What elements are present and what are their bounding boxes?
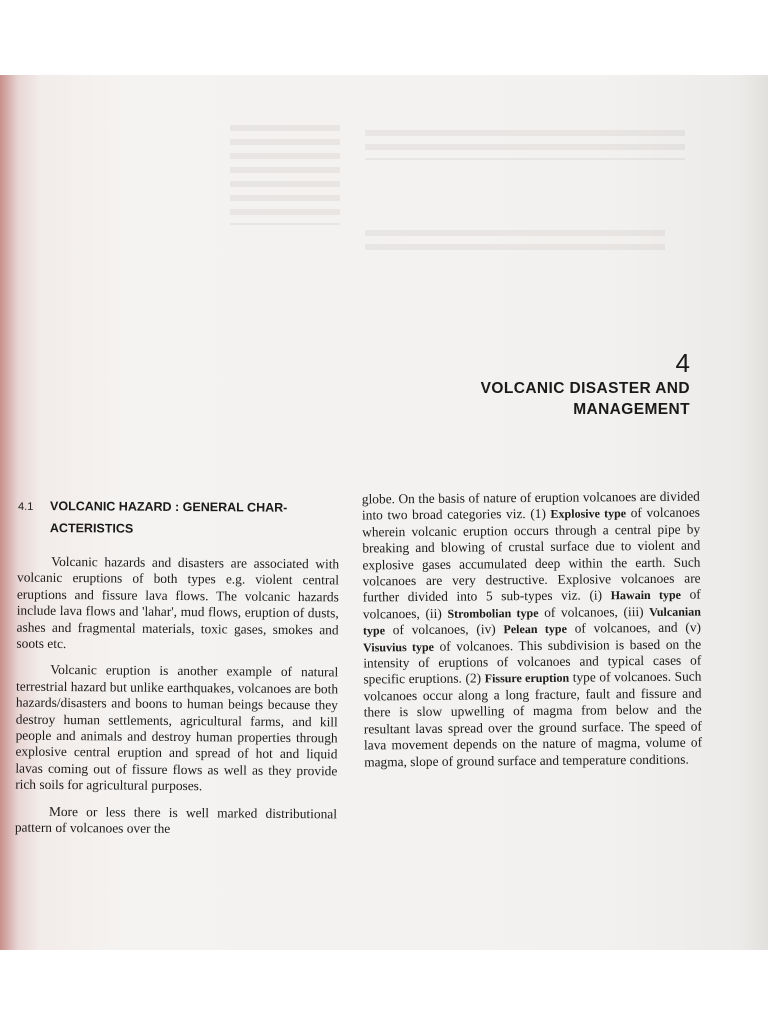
paragraph: Volcanic eruption is another example of natural terrestrial hazard but unlike earthquakes, volcanoes are both hazards/disasters and boons to human beings because they destroy human settlements, agricultural farms, and kill people and animals and destroy human properties through explosive central eruption and spread of hot and liquid lavas coming out of fissure flows as well as they provide rich soils for agricultural purposes. xyxy=(15,662,339,794)
bold-term: Visuvius type xyxy=(363,639,435,655)
show-through-artifact xyxy=(365,230,665,258)
bold-term: Hawain type xyxy=(610,588,682,603)
text-run: of volcanoes, (iv) xyxy=(384,621,504,638)
section-heading xyxy=(18,496,348,541)
left-column xyxy=(15,554,339,839)
right-column xyxy=(362,489,702,771)
paragraph: More or less there is well marked distributional pattern of volcanoes over the xyxy=(14,803,338,837)
bold-term: Strombolian type xyxy=(447,605,539,621)
show-through-artifact xyxy=(365,130,685,160)
text-run: of volcanoes. This subdivision is based on the intensity of eruptions of volcanoes and typical cases of specific eruptions. (2) xyxy=(363,636,702,687)
text-run: of volcanoes, (iii) xyxy=(538,603,650,620)
text-run: of volcanoes wherein volcanic eruption occurs through a central pipe by breaking and blowing of crustal surface due to violent and explosive gases accumulated deep within the earth. Such volcanoes are very destructive. Explosive volcanoes are further divided into 5 sub-types viz. (i) xyxy=(362,504,701,605)
book-page xyxy=(0,75,768,950)
bold-term: Explosive type xyxy=(550,506,627,522)
chapter-number: 4 xyxy=(675,348,690,378)
text-run: of volcanoes, (ii) xyxy=(362,586,701,622)
paragraph: Volcanic hazards and disasters are associated with volcanic eruptions of both types e.g. violent central eruptions and fissure lava flows. The volcanic hazards include lava flows and 'lahar', mud flows, eruption of dusts, ashes and fragmental materials, toxic gases, smokes and soots etc. xyxy=(16,553,340,652)
section-number: 4.1 xyxy=(18,500,34,513)
chapter-title-line: MANAGEMENT xyxy=(573,401,690,418)
chapter-title-line: VOLCANIC DISASTER AND xyxy=(480,380,690,397)
bold-term: Vulcanian type xyxy=(362,604,701,638)
paragraph xyxy=(362,489,702,771)
text-run: of volcanoes, and (v) xyxy=(566,619,702,636)
text-run: type of volcanoes. Such volcanoes occur along a long fracture, fault and fissure and there is slow upwelling of magma from below and the resultant lavas spread over the ground surface. The speed of lava movement depends on the nature of magma, volume of magma, slope of ground surface and temperature conditions. xyxy=(363,668,703,769)
bold-term: Pelean type xyxy=(503,621,567,637)
text-run: globe. On the basis of nature of eruption volcanoes are divided into two broad categories viz. (1) xyxy=(361,488,700,523)
bold-term: Fissure eruption xyxy=(484,671,570,686)
chapter-title xyxy=(330,378,690,420)
show-through-artifact xyxy=(230,125,340,225)
section-title-line: ACTERISTICS xyxy=(49,521,134,536)
section-title-line: VOLCANIC HAZARD : GENERAL CHAR- xyxy=(50,499,288,515)
